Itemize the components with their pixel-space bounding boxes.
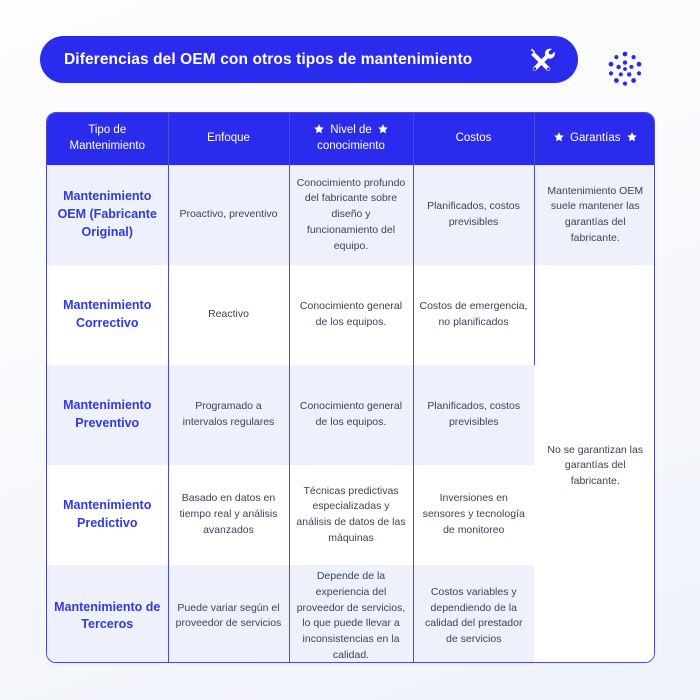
star-icon <box>553 131 565 143</box>
column-header-tipo <box>47 113 168 165</box>
cell-garantias-merged: No se garantizan las garantías del fabricante. <box>534 265 655 663</box>
cell-enfoque-terceros: Puede variar según el proveedor de servicios <box>168 565 289 663</box>
cell-costos-preventivo: Planificados, costos previsibles <box>413 365 534 465</box>
page-header <box>0 0 700 100</box>
tools-icon <box>528 46 556 74</box>
cell-enfoque-preventivo: Programado a intervalos regulares <box>168 365 289 465</box>
star-icon <box>313 123 325 135</box>
cell-enfoque-oem: Proactivo, preventivo <box>168 165 289 265</box>
column-header-conocimiento-line2: conocimiento <box>317 140 385 152</box>
comparison-table-container <box>46 112 655 663</box>
table-row <box>47 165 655 265</box>
cell-garantias-oem: Mantenimiento OEM suele mantener las garantías del fabricante. <box>534 165 655 265</box>
row-label-preventivo: Mantenimiento Preventivo <box>47 365 168 465</box>
cell-costos-oem: Planificados, costos previsibles <box>413 165 534 265</box>
cell-conocimiento-oem: Conocimiento profundo del fabricante sobre diseño y funcionamiento del equipo. <box>289 165 413 265</box>
cell-costos-terceros: Costos variables y dependiendo de la calidad del prestador de servicios <box>413 565 534 663</box>
title-pill <box>40 36 578 83</box>
row-label-predictivo: Mantenimiento Predictivo <box>47 465 168 565</box>
star-icon <box>626 131 638 143</box>
column-header-costos-label: Costos <box>455 132 492 145</box>
cell-enfoque-predictivo: Basado en datos en tiempo real y análisis avanzados <box>168 465 289 565</box>
row-label-terceros: Mantenimiento de Terceros <box>47 565 168 663</box>
star-icon <box>377 123 389 135</box>
column-header-conocimiento <box>289 113 413 165</box>
cell-costos-predictivo: Inversiones en sensores y tecnología de monitoreo <box>413 465 534 565</box>
cell-conocimiento-predictivo: Técnicas predictivas especializadas y análisis de datos de las máquinas <box>289 465 413 565</box>
column-header-enfoque <box>168 113 289 165</box>
table-header-row <box>47 113 655 165</box>
comparison-table <box>47 113 655 663</box>
row-label-correctivo: Mantenimiento Correctivo <box>47 265 168 365</box>
cell-conocimiento-preventivo: Conocimiento general de los equipos. <box>289 365 413 465</box>
column-header-tipo-line1: Tipo de Mantenimiento <box>69 124 145 152</box>
cell-conocimiento-correctivo: Conocimiento general de los equipos. <box>289 265 413 365</box>
cell-costos-correctivo: Costos de emergencia, no planificados <box>413 265 534 365</box>
row-label-oem: Mantenimiento OEM (Fabricante Original) <box>47 165 168 265</box>
column-header-conocimiento-line1: Nivel de <box>330 124 372 137</box>
column-header-garantias <box>534 113 655 165</box>
cell-conocimiento-terceros: Depende de la experiencia del proveedor de servicios, lo que puede llevar a inconsistencias en la calidad. <box>289 565 413 663</box>
column-header-garantias-label: Garantías <box>570 132 621 145</box>
column-header-enfoque-label: Enfoque <box>207 132 250 145</box>
page-title: Diferencias del OEM con otros tipos de mantenimiento <box>64 50 473 68</box>
dotted-circle-logo <box>602 46 648 92</box>
table-row <box>47 265 655 365</box>
column-header-costos <box>413 113 534 165</box>
cell-enfoque-correctivo: Reactivo <box>168 265 289 365</box>
